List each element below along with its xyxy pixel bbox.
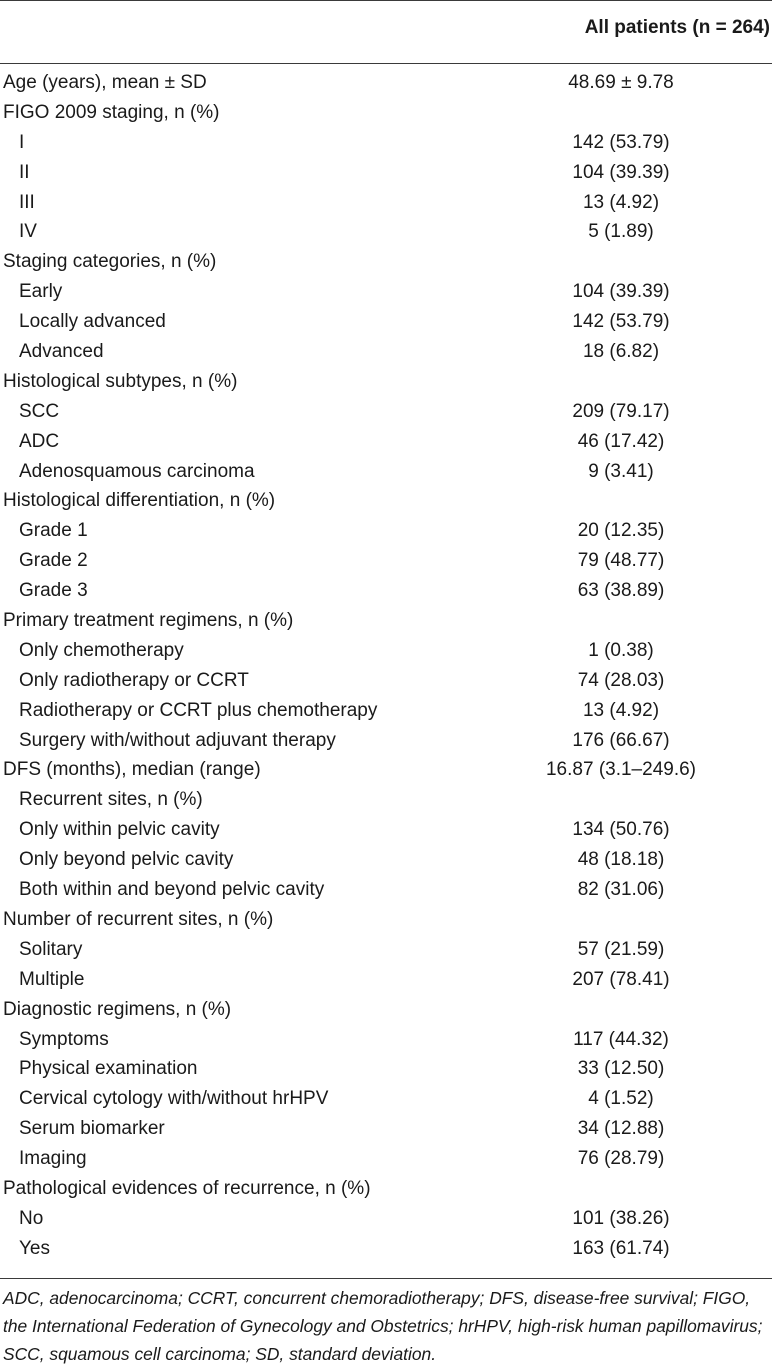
table-row xyxy=(0,337,772,367)
row-label: Primary treatment regimens, n (%) xyxy=(3,610,294,632)
row-label: ADC xyxy=(19,430,60,452)
row-value: 34 (12.88) xyxy=(577,1118,665,1140)
table-row xyxy=(0,68,772,98)
table-row xyxy=(0,815,772,845)
row-label: Imaging xyxy=(19,1148,87,1170)
row-label: IV xyxy=(19,221,37,243)
row-label: Serum biomarker xyxy=(19,1118,165,1140)
row-label: Grade 3 xyxy=(19,580,88,602)
row-value: 163 (61.74) xyxy=(572,1237,670,1259)
table-row xyxy=(0,995,772,1025)
row-value: 76 (28.79) xyxy=(577,1148,665,1170)
table-row xyxy=(0,247,772,277)
row-label: Solitary xyxy=(19,938,83,960)
table-row xyxy=(0,935,772,965)
row-value: 176 (66.67) xyxy=(572,729,670,751)
row-label: Only within pelvic cavity xyxy=(19,819,220,841)
table-row xyxy=(0,158,772,188)
table-row xyxy=(0,128,772,158)
bottom-rule xyxy=(0,1278,772,1279)
row-value: 74 (28.03) xyxy=(577,669,665,691)
row-label: II xyxy=(19,161,30,183)
table-row xyxy=(0,367,772,397)
row-label: Locally advanced xyxy=(19,311,166,333)
row-value: 1 (0.38) xyxy=(588,639,654,661)
row-value: 142 (53.79) xyxy=(572,131,670,153)
row-value: 117 (44.32) xyxy=(573,1028,669,1050)
row-label: SCC xyxy=(19,400,60,422)
row-value: 13 (4.92) xyxy=(582,191,660,213)
table-row xyxy=(0,546,772,576)
table-row xyxy=(0,277,772,307)
table-body xyxy=(0,68,772,1264)
row-value: 57 (21.59) xyxy=(577,938,665,960)
row-value: 207 (78.41) xyxy=(572,968,670,990)
table-row xyxy=(0,666,772,696)
table-row xyxy=(0,427,772,457)
table-row xyxy=(0,576,772,606)
row-label: Histological subtypes, n (%) xyxy=(3,370,238,392)
row-label: III xyxy=(19,191,35,213)
row-value: 209 (79.17) xyxy=(572,400,670,422)
row-value: 134 (50.76) xyxy=(572,819,670,841)
row-label: Only beyond pelvic cavity xyxy=(19,849,234,871)
row-label: Grade 2 xyxy=(19,550,88,572)
row-value: 101 (38.26) xyxy=(572,1207,670,1229)
row-value: 46 (17.42) xyxy=(577,430,665,452)
row-value: 63 (38.89) xyxy=(577,580,665,602)
row-value: 4 (1.52) xyxy=(588,1088,654,1110)
row-label: No xyxy=(19,1207,44,1229)
table-row xyxy=(0,1234,772,1264)
row-value: 18 (6.82) xyxy=(582,341,660,363)
row-value: 16.87 (3.1–249.6) xyxy=(545,759,697,781)
row-value: 48 (18.18) xyxy=(577,849,665,871)
row-label: Early xyxy=(19,281,63,303)
table-row xyxy=(0,1054,772,1084)
row-label: DFS (months), median (range) xyxy=(3,759,261,781)
row-value: 48.69 ± 9.78 xyxy=(568,72,674,93)
table-row xyxy=(0,965,772,995)
row-label: I xyxy=(19,131,25,153)
row-label: Multiple xyxy=(19,968,85,990)
table-row xyxy=(0,98,772,128)
table-row xyxy=(0,845,772,875)
table-row xyxy=(0,875,772,905)
table-row xyxy=(0,1114,772,1144)
row-value: 104 (39.39) xyxy=(572,281,670,303)
row-label: Advanced xyxy=(19,341,104,363)
row-label: FIGO 2009 staging, n (%) xyxy=(3,101,220,123)
row-value: 5 (1.89) xyxy=(588,221,654,243)
column-header: All patients (n = 264) xyxy=(584,17,770,38)
row-value: 82 (31.06) xyxy=(577,879,665,901)
table-row xyxy=(0,636,772,666)
table-row xyxy=(0,188,772,218)
table-row xyxy=(0,606,772,636)
row-label: Recurrent sites, n (%) xyxy=(19,789,203,811)
row-label: Grade 1 xyxy=(19,520,88,542)
table-row xyxy=(0,1144,772,1174)
table-row xyxy=(0,486,772,516)
row-label: Yes xyxy=(19,1237,50,1259)
table-footnote: ADC, adenocarcinoma; CCRT, concurrent chemoradiotherapy; DFS, disease-free survival; FIGO, the International Federation of Gynecology and Obstetrics; hrHPV, high-risk human papillomavirus; SCC, squamous cell carcinoma; SD, standard deviation. xyxy=(3,1288,763,1364)
row-value: 142 (53.79) xyxy=(572,311,670,333)
row-value: 33 (12.50) xyxy=(577,1058,665,1080)
row-value: 79 (48.77) xyxy=(577,550,665,572)
row-label: Staging categories, n (%) xyxy=(3,251,217,273)
table-row xyxy=(0,516,772,546)
row-value: 20 (12.35) xyxy=(577,520,665,542)
table-row xyxy=(0,1204,772,1234)
table-row xyxy=(0,307,772,337)
table-row xyxy=(0,457,772,487)
row-label: Pathological evidences of recurrence, n (%) xyxy=(3,1177,371,1199)
table-row xyxy=(0,755,772,785)
row-label: Surgery with/without adjuvant therapy xyxy=(19,729,336,751)
top-rule xyxy=(0,0,772,1)
row-label: Histological differentiation, n (%) xyxy=(3,490,276,512)
table-row xyxy=(0,217,772,247)
table-row xyxy=(0,785,772,815)
row-value: 9 (3.41) xyxy=(588,460,654,482)
row-label: Both within and beyond pelvic cavity xyxy=(19,879,325,901)
row-value: 104 (39.39) xyxy=(572,161,670,183)
table-row xyxy=(0,726,772,756)
table-row xyxy=(0,1174,772,1204)
row-label: Number of recurrent sites, n (%) xyxy=(3,908,274,930)
header-rule xyxy=(0,63,772,64)
row-label: Only chemotherapy xyxy=(19,639,184,661)
table-row xyxy=(0,1084,772,1114)
row-label: Radiotherapy or CCRT plus chemotherapy xyxy=(19,699,378,721)
row-label: Only radiotherapy or CCRT xyxy=(19,669,249,691)
row-label: Adenosquamous carcinoma xyxy=(19,460,255,482)
table-row xyxy=(0,1025,772,1055)
row-label: Symptoms xyxy=(19,1028,109,1050)
table-row xyxy=(0,905,772,935)
row-label: Age (years), mean ± SD xyxy=(3,72,207,93)
row-value: 13 (4.92) xyxy=(582,699,660,721)
row-label: Diagnostic regimens, n (%) xyxy=(3,998,232,1020)
row-label: Cervical cytology with/without hrHPV xyxy=(19,1088,329,1110)
row-label: Physical examination xyxy=(19,1058,198,1080)
table-row xyxy=(0,397,772,427)
table-row xyxy=(0,696,772,726)
